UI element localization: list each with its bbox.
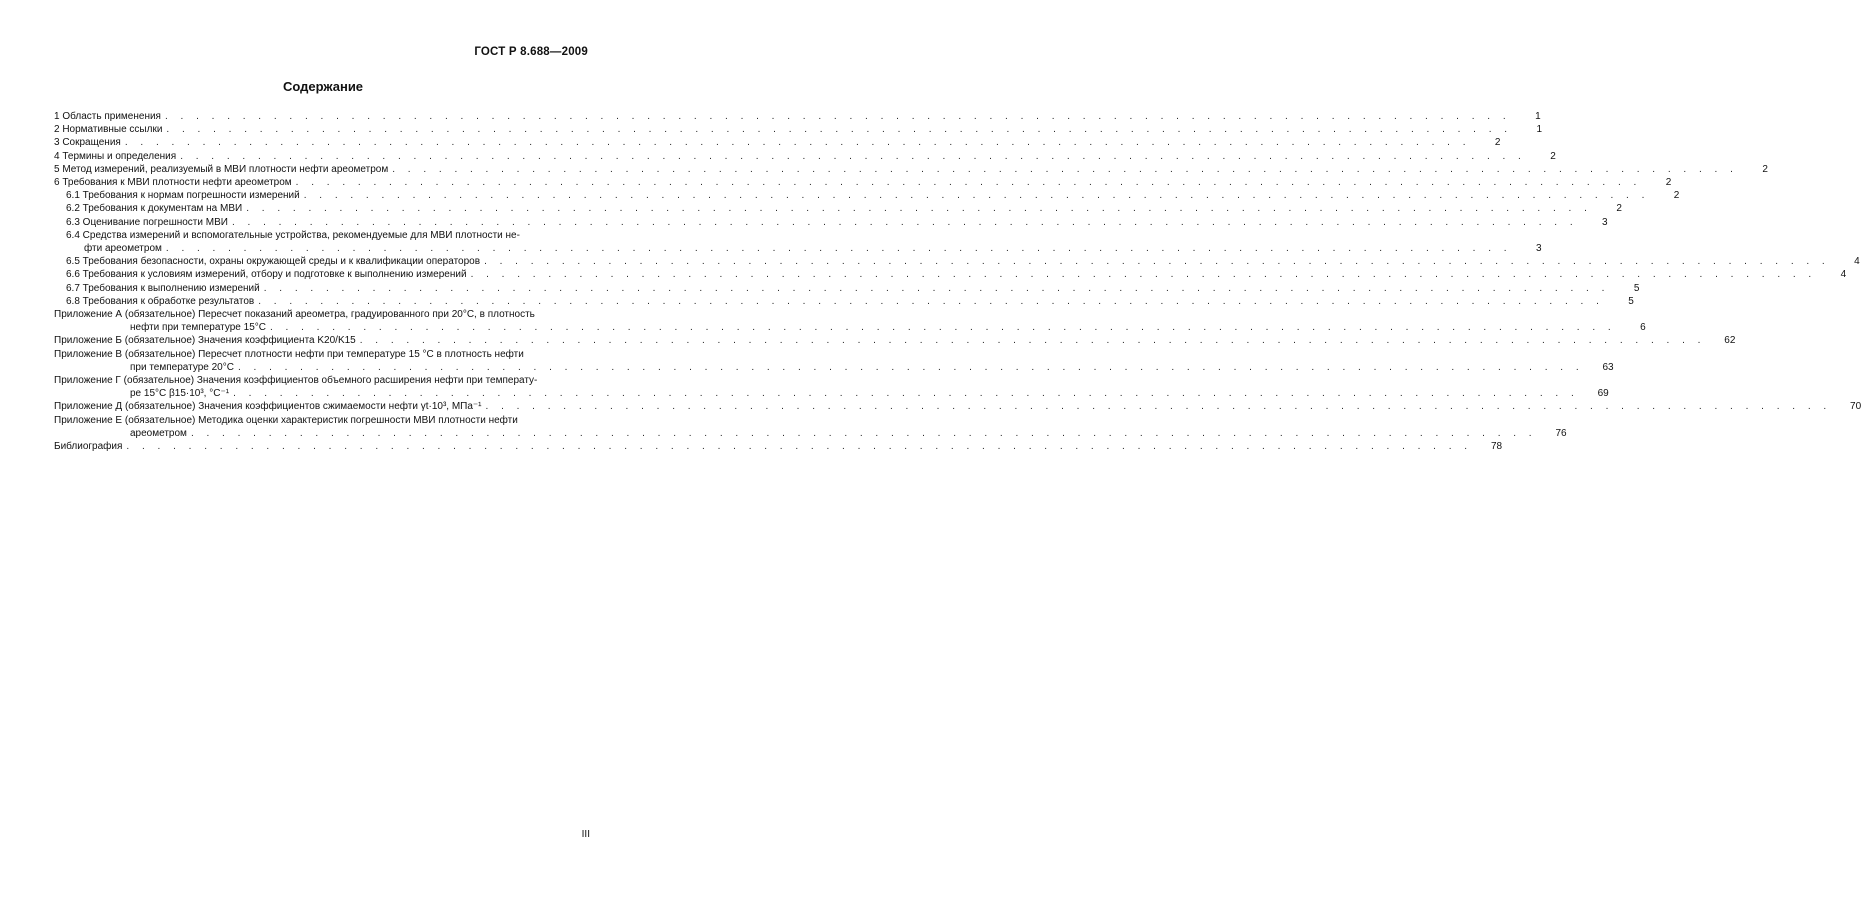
- toc-entry[interactable]: [54, 150, 1556, 163]
- dot-leader: . . . . . . . . . . . . . . . . . . . . . . . . . . . . . . . . . . . . . . . . . . . . . . . . . . . . . . . . . . . . . . . . . . . . . . . . . . . . . . . . . . . . . . .: [124, 137, 1471, 149]
- toc-entry[interactable]: [54, 216, 1608, 229]
- dot-leader: . . . . . . . . . . . . . . . . . . . . . . . . . . . . . . . . . . . . . . . . . . . . . . . . . . . . . . . . . . . . . . . . . . . . . . . . . . . . . . . . . . . . . . .: [270, 322, 1616, 334]
- toc-entry-page: 5: [1633, 282, 1640, 294]
- toc-entry-page: 4: [1854, 256, 1860, 268]
- toc-entry[interactable]: [54, 308, 1646, 334]
- toc-entry-title: фти ареометром: [84, 243, 162, 255]
- toc-entry[interactable]: [54, 176, 1672, 189]
- toc-entry-page: 78: [1490, 441, 1503, 453]
- dot-leader: . . . . . . . . . . . . . . . . . . . . . . . . . . . . . . . . . . . . . . . . . . . . . . . . . . . . . . . . . . . . . . . . . . . . . . . . . . . . . . . . . . . . . . .: [190, 427, 1537, 439]
- toc-entry-page: 6: [1640, 322, 1646, 334]
- dot-leader: . . . . . . . . . . . . . . . . . . . . . . . . . . . . . . . . . . . . . . . . . . . . . . . . . . . . . . . . . . . . . . . . . . . . . . . . . . . . . . . . . . . . . . .: [233, 388, 1579, 400]
- toc-entry-text-line: Приложение Г (обязательное) Значения коэффициентов объемного расширения нефти при температу-: [54, 375, 538, 387]
- toc-entry-title: 3 Сокращения: [54, 137, 121, 149]
- toc-entry-page: 4: [1840, 269, 1847, 281]
- toc-entry-title: нефти при температуре 15°С: [130, 322, 266, 334]
- toc-entry-page: 2: [1665, 177, 1672, 189]
- toc-entry-text-line: Приложение Е (обязательное) Методика оценки характеристик погрешности МВИ плотности нефти: [54, 414, 518, 426]
- toc-entry-title: 6.8 Требования к обработке результатов: [66, 295, 255, 307]
- dot-leader: . . . . . . . . . . . . . . . . . . . . . . . . . . . . . . . . . . . . . . . . . . . . . . . . . . . . . . . . . . . . . . . . . . . . . . . . . . . . . . . . . . . . . . .: [237, 361, 1584, 373]
- toc-entry-page: 69: [1597, 388, 1609, 400]
- toc-entry[interactable]: [54, 202, 1622, 215]
- toc-entry-page: 62: [1724, 335, 1736, 347]
- toc-entry[interactable]: [54, 268, 1847, 281]
- toc-entry-page: 2: [1494, 137, 1501, 149]
- table-of-contents: [54, 110, 1861, 453]
- toc-entry-page: 1: [1536, 124, 1543, 136]
- toc-entry-title: 2 Нормативные ссылки: [54, 124, 163, 136]
- page-title: Содержание: [282, 79, 364, 94]
- dot-leader: . . . . . . . . . . . . . . . . . . . . . . . . . . . . . . . . . . . . . . . . . . . . . . . . . . . . . . . . . . . . . . . . . . . . . . . . . . . . . . . . . . . . . . .: [180, 150, 1526, 162]
- dot-leader: . . . . . . . . . . . . . . . . . . . . . . . . . . . . . . . . . . . . . . . . . . . . . . . . . . . . . . . . . . . . . . . . . . . . . . . . . . . . . . . . . . . . . . .: [165, 243, 1512, 255]
- toc-entry-text-line: Приложение В (обязательное) Пересчет плотности нефти при температуре 15 °С в плотность нефти: [54, 348, 524, 360]
- toc-entry-text-line: Приложение А (обязательное) Пересчет показаний ареометра, градуированного при 20°С, в плотность: [54, 309, 535, 321]
- toc-entry-page: 1: [1535, 111, 1541, 122]
- toc-entry-title: 5 Метод измерений, реализуемый в МВИ плотности нефти ареометром: [54, 163, 389, 175]
- toc-entry-title: 6.1 Требования к нормам погрешности измерений: [66, 190, 300, 202]
- toc-entry[interactable]: [54, 110, 1541, 123]
- toc-entry-page: 2: [1550, 150, 1556, 162]
- toc-entry[interactable]: [54, 348, 1614, 374]
- toc-entry[interactable]: [54, 414, 1567, 440]
- toc-entry-title: ре 15°С β15·10³, °С⁻¹: [130, 388, 230, 400]
- toc-entry[interactable]: [54, 374, 1609, 400]
- toc-entry-page: 76: [1555, 427, 1567, 439]
- toc-entry[interactable]: [54, 136, 1501, 149]
- toc-entry-title: 6.3 Оценивание погрешности МВИ: [66, 216, 228, 228]
- dot-leader: . . . . . . . . . . . . . . . . . . . . . . . . . . . . . . . . . . . . . . . . . . . . . . . . . . . . . . . . . . . . . . . . . . . . . . . . . . . . . . . . . . . . . . .: [246, 203, 1592, 215]
- page-number: III: [581, 829, 590, 840]
- dot-leader: . . . . . . . . . . . . . . . . . . . . . . . . . . . . . . . . . . . . . . . . . . . . . . . . . . . . . . . . . . . . . . . . . . . . . . . . . . . . . . . . . . . . . . .: [263, 282, 1610, 294]
- toc-entry[interactable]: [54, 123, 1543, 136]
- dot-leader: . . . . . . . . . . . . . . . . . . . . . . . . . . . . . . . . . . . . . . . . . . . . . . . . . . . . . . . . . . . . . . . . . . . . . . . . . . . . . . . . . . . . . . .: [484, 256, 1830, 268]
- toc-entry-page: 63: [1602, 361, 1614, 373]
- toc-entry-title: 1 Область применения: [54, 111, 161, 122]
- toc-entry[interactable]: [54, 255, 1860, 268]
- toc-entry-title: Приложение Д (обязательное) Значения коэффициентов сжимаемости нефти γt·10³, МПа⁻¹: [54, 401, 482, 413]
- standard-code: ГОСТ Р 8.688—2009: [474, 46, 588, 58]
- toc-entry-title: 6 Требования к МВИ плотности нефти ареометром: [54, 177, 292, 189]
- toc-entry-title: ареометром: [130, 427, 187, 439]
- dot-leader: . . . . . . . . . . . . . . . . . . . . . . . . . . . . . . . . . . . . . . . . . . . . . . . . . . . . . . . . . . . . . . . . . . . . . . . . . . . . . . . . . . . . . . .: [295, 177, 1642, 189]
- toc-entry[interactable]: [54, 229, 1542, 255]
- dot-leader: . . . . . . . . . . . . . . . . . . . . . . . . . . . . . . . . . . . . . . . . . . . . . . . . . . . . . . . . . . . . . . . . . . . . . . . . . . . . . . . . . . . . . . .: [485, 401, 1832, 413]
- toc-entry-page: 2: [1673, 190, 1680, 202]
- toc-entry[interactable]: [54, 295, 1634, 308]
- dot-leader: . . . . . . . . . . . . . . . . . . . . . . . . . . . . . . . . . . . . . . . . . . . . . . . . . . . . . . . . . . . . . . . . . . . . . . . . . . . . . . . . . . . . . . .: [164, 111, 1511, 122]
- dot-leader: . . . . . . . . . . . . . . . . . . . . . . . . . . . . . . . . . . . . . . . . . . . . . . . . . . . . . . . . . . . . . . . . . . . . . . . . . . . . . . . . . . . . . . .: [166, 124, 1513, 136]
- dot-leader: . . . . . . . . . . . . . . . . . . . . . . . . . . . . . . . . . . . . . . . . . . . . . . . . . . . . . . . . . . . . . . . . . . . . . . . . . . . . . . . . . . . . . . .: [258, 295, 1604, 307]
- dot-leader: . . . . . . . . . . . . . . . . . . . . . . . . . . . . . . . . . . . . . . . . . . . . . . . . . . . . . . . . . . . . . . . . . . . . . . . . . . . . . . . . . . . . . . .: [470, 269, 1817, 281]
- toc-entry-title: 6.6 Требования к условиям измерений, отбору и подготовке к выполнению измерений: [66, 269, 467, 281]
- toc-entry-text-line: 6.4 Средства измерений и вспомогательные устройства, рекомендуемые для МВИ плотности не-: [66, 229, 520, 241]
- toc-entry[interactable]: [54, 282, 1640, 295]
- toc-entry[interactable]: [54, 400, 1861, 413]
- toc-entry-title: 6.5 Требования безопасности, охраны окружающей среды и к квалификации операторов: [66, 256, 481, 268]
- dot-leader: . . . . . . . . . . . . . . . . . . . . . . . . . . . . . . . . . . . . . . . . . . . . . . . . . . . . . . . . . . . . . . . . . . . . . . . . . . . . . . . . . . . . . . .: [231, 216, 1578, 228]
- dot-leader: . . . . . . . . . . . . . . . . . . . . . . . . . . . . . . . . . . . . . . . . . . . . . . . . . . . . . . . . . . . . . . . . . . . . . . . . . . . . . . . . . . . . . . .: [392, 163, 1738, 175]
- toc-entry-title: 4 Термины и определения: [54, 150, 177, 162]
- toc-entry-title: Приложение Б (обязательное) Значения коэффициента K20/K15: [54, 335, 356, 347]
- toc-entry-title: 6.7 Требования к выполнению измерений: [66, 282, 260, 294]
- toc-entry[interactable]: [54, 163, 1768, 176]
- toc-entry-page: 3: [1602, 216, 1608, 228]
- dot-leader: . . . . . . . . . . . . . . . . . . . . . . . . . . . . . . . . . . . . . . . . . . . . . . . . . . . . . . . . . . . . . . . . . . . . . . . . . . . . . . . . . . . . . . .: [126, 441, 1473, 453]
- dot-leader: . . . . . . . . . . . . . . . . . . . . . . . . . . . . . . . . . . . . . . . . . . . . . . . . . . . . . . . . . . . . . . . . . . . . . . . . . . . . . . . . . . . . . . .: [303, 190, 1650, 202]
- toc-entry-page: 70: [1850, 401, 1861, 413]
- toc-entry[interactable]: [54, 334, 1736, 347]
- toc-entry-page: 5: [1628, 295, 1634, 307]
- toc-entry-page: 2: [1762, 163, 1768, 175]
- dot-leader: . . . . . . . . . . . . . . . . . . . . . . . . . . . . . . . . . . . . . . . . . . . . . . . . . . . . . . . . . . . . . . . . . . . . . . . . . . . . . . . . . . . . . . .: [359, 335, 1706, 347]
- toc-entry-title: Библиография: [54, 441, 123, 453]
- toc-entry-page: 3: [1535, 243, 1542, 255]
- toc-entry[interactable]: [54, 189, 1680, 202]
- toc-entry-title: при температуре 20°С: [130, 361, 234, 373]
- toc-entry-page: 2: [1616, 203, 1622, 215]
- toc-entry-title: 6.2 Требования к документам на МВИ: [66, 203, 243, 215]
- toc-entry[interactable]: [54, 440, 1503, 453]
